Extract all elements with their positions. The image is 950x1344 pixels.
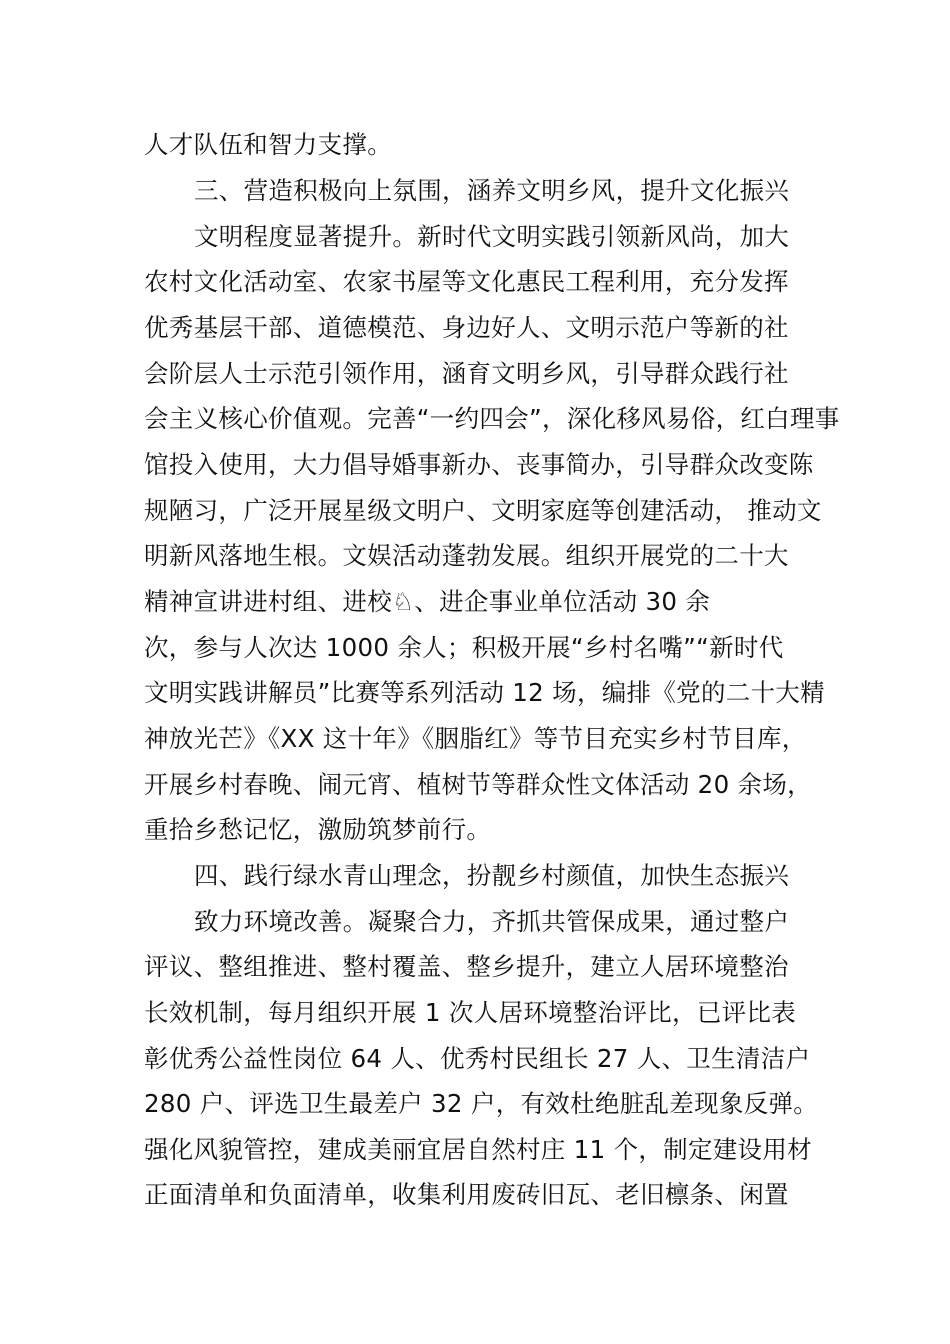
paragraph-line: 会阶层人士示范引领作用，涵育文明乡风，引导群众践行社 xyxy=(144,359,789,388)
paragraph-line: 强化风貌管控，建成美丽宜居自然村庄 11 个，制定建设用材 xyxy=(144,1135,812,1164)
paragraph-line: 正面清单和负面清单，收集利用废砖旧瓦、老旧檩条、闲置 xyxy=(144,1180,789,1209)
paragraph-line: 神放光芒》《XX 这十年》《胭脂红》等节目充实乡村节目库， xyxy=(144,724,807,753)
paragraph-end-line: 人才队伍和智力支撑。 xyxy=(144,130,392,159)
paragraph-line: 农村文化活动室、农家书屋等文化惠民工程利用，充分发挥 xyxy=(144,267,789,296)
paragraph-line: 彰优秀公益性岗位 64 人、优秀村民组长 27 人、卫生清洁户 xyxy=(144,1044,811,1073)
paragraph-line: 文明实践讲解员”比赛等系列活动 12 场，编排《党的二十大精 xyxy=(144,678,825,707)
paragraph-line: 馆投入使用，大力倡导婚事新办、丧事简办，引导群众改变陈 xyxy=(144,450,814,479)
paragraph-line: 长效机制，每月组织开展 1 次人居环境整治评比，已评比表 xyxy=(144,998,797,1027)
paragraph-line: 会主义核心价值观。完善“一约四会”，深化移风易俗，红白理事 xyxy=(144,404,840,433)
paragraph-line: 次，参与人次达 1000 余人；积极开展“乡村名嘴”“新时代 xyxy=(144,633,784,662)
section-heading-four: 四、践行绿水青山理念，扮靓乡村颜值，加快生态振兴 xyxy=(194,861,790,890)
paragraph-line: 精神宣讲进村组、进校♘、进企事业单位活动 30 余 xyxy=(144,587,711,616)
paragraph-line: 文明程度显著提升。新时代文明实践引领新风尚，加大 xyxy=(194,222,790,251)
paragraph-line: 规陋习，广泛开展星级文明户、文明家庭等创建活动， 推动文 xyxy=(144,496,822,525)
paragraph-line: 优秀基层干部、道德模范、身边好人、文明示范户等新的社 xyxy=(144,313,789,342)
paragraph-line: 致力环境改善。凝聚合力，齐抓共管保成果，通过整户 xyxy=(194,907,790,936)
section-heading-three: 三、营造积极向上氛围，涵养文明乡风，提升文化振兴 xyxy=(194,176,790,205)
paragraph-end-line: 重拾乡愁记忆，激励筑梦前行。 xyxy=(144,815,492,844)
paragraph-line: 明新风落地生根。文娱活动蓬勃发展。组织开展党的二十大 xyxy=(144,541,789,570)
paragraph-line: 开展乡村春晚、闹元宵、植树节等群众性文体活动 20 余场， xyxy=(144,770,812,799)
paragraph-line: 评议、整组推进、整村覆盖、整乡提升，建立人居环境整治 xyxy=(144,952,789,981)
paragraph-line: 280 户、评选卫生最差户 32 户，有效杜绝脏乱差现象反弹。 xyxy=(144,1089,819,1118)
